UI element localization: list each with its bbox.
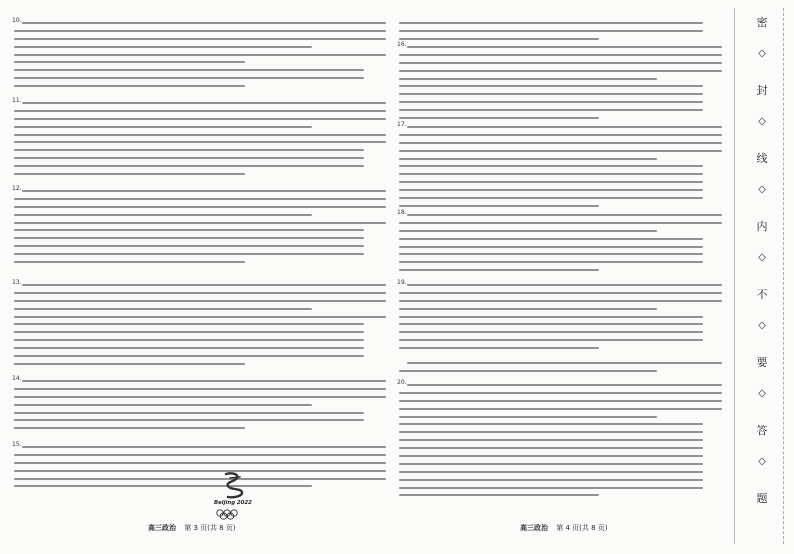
- diamond-icon: ◇: [758, 184, 766, 195]
- footer-subject: 高三政治: [520, 524, 548, 532]
- seal-char: 内: [756, 220, 768, 233]
- question-number: 14.: [12, 375, 22, 382]
- right-page-questions: [399, 22, 722, 516]
- question-number: 10.: [12, 17, 22, 24]
- seal-char: 线: [756, 152, 768, 165]
- question-12: [12, 185, 386, 269]
- diamond-icon: ◇: [758, 116, 766, 127]
- question-13: [12, 279, 386, 371]
- binding-margin: [734, 8, 791, 544]
- seal-char: 要: [756, 356, 768, 369]
- footer-page-4: [520, 523, 608, 533]
- footer-page-3: [148, 523, 236, 533]
- diamond-icon: ◇: [758, 48, 766, 59]
- seal-char: 题: [756, 492, 768, 505]
- question-15-options: [399, 22, 722, 46]
- diamond-icon: ◇: [758, 456, 766, 467]
- question-18: [397, 209, 722, 277]
- footer-page-number: 第 4 页(共 8 页): [556, 524, 608, 532]
- seal-line-strip: [755, 14, 769, 536]
- olympic-logo: [200, 470, 266, 520]
- seal-char: 封: [756, 84, 768, 97]
- footer-page-number: 第 3 页(共 8 页): [184, 524, 236, 532]
- diamond-icon: ◇: [758, 252, 766, 263]
- diamond-icon: ◇: [758, 320, 766, 331]
- question-number: 13.: [12, 279, 22, 286]
- question-number: 20.: [397, 379, 407, 386]
- question-number: 19.: [397, 279, 407, 286]
- question-19: [397, 279, 722, 355]
- footer-subject: 高三政治: [148, 524, 176, 532]
- question-number: 11.: [12, 97, 22, 104]
- question-10: [12, 17, 386, 93]
- cut-line: [783, 8, 785, 544]
- seal-char: 密: [756, 16, 768, 29]
- seal-char: 答: [756, 424, 768, 437]
- logo-caption: Beijing 2022: [214, 500, 252, 506]
- question-number: 15.: [12, 441, 22, 448]
- question-14: [12, 375, 386, 435]
- question-number: 17.: [397, 121, 407, 128]
- question-number: 12.: [12, 185, 22, 192]
- question-11: [12, 97, 386, 181]
- question-number: 18.: [397, 209, 407, 216]
- question-20: [397, 379, 722, 502]
- section-note: [399, 362, 722, 378]
- seal-char: 不: [756, 288, 768, 301]
- left-page-questions: [12, 17, 386, 516]
- olympic-emblem-icon: [200, 470, 266, 520]
- question-number: 16.: [397, 41, 407, 48]
- diamond-icon: ◇: [758, 388, 766, 399]
